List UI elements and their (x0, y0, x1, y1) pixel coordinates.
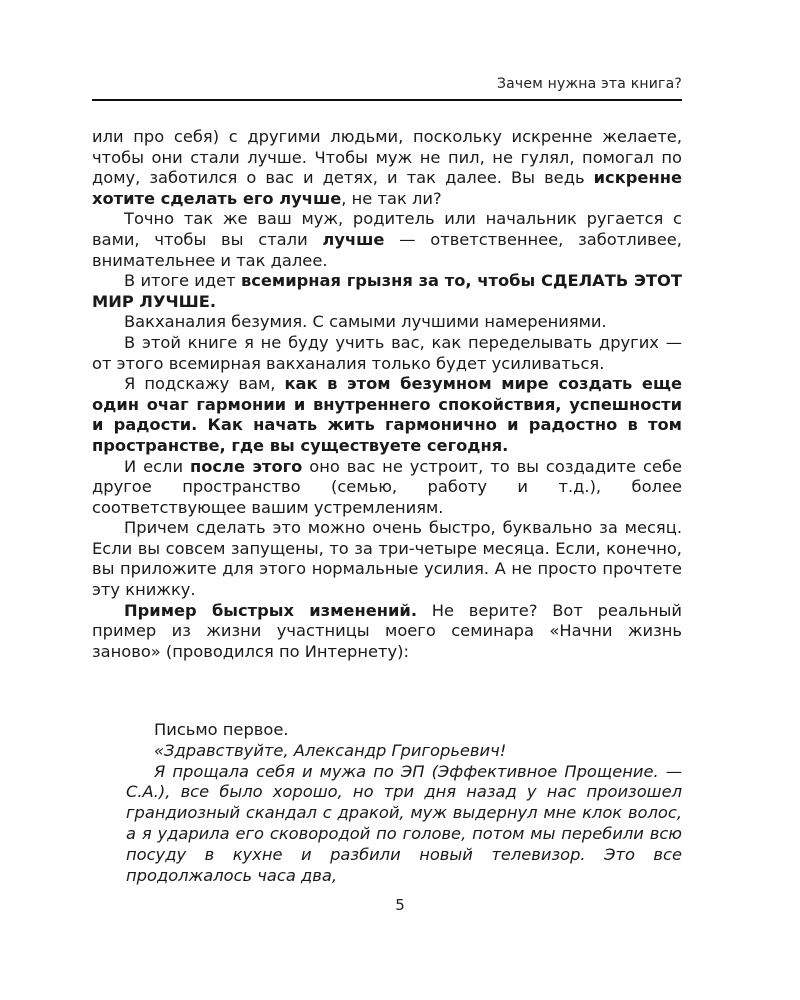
paragraph-1 (92, 127, 682, 209)
paragraph-3-emphasis: всемирная грызня за то, чтобы СДЕЛАТЬ ЭТОТ МИР ЛУЧШЕ. (92, 271, 682, 311)
paragraph-3 (92, 271, 682, 312)
paragraph-7-end: оно вас не устроит, то вы создадите себе другое пространство (семью, работу и т.д.), более соответствующее вашим устремлениям. (92, 456, 683, 517)
paragraph-7-text: И если (124, 456, 184, 476)
page-number: 5 (395, 896, 405, 914)
paragraph-6 (92, 374, 682, 456)
paragraph-8: Причем сделать это можно очень быстро, буквально за месяц. Если вы совсем запущены, то за три-четыре месяца. Если, конечно, вы приложите для этого нормальные усилия. А не просто прочтете эту книжку. (92, 518, 682, 600)
paragraph-1-end: , не так ли? (341, 188, 442, 208)
paragraph-2 (92, 209, 682, 271)
running-header: Зачем нужна эта книга? (496, 76, 682, 92)
letter-quote (126, 720, 682, 886)
letter-body: Я прощала себя и мужа по ЭП (Эффективное Прощение. — С.А.), все было хорошо, но три дня назад у нас произошел грандиозный скандал с дракой, муж выдернул мне клок волос, а я ударила его сковородой по голове, потом мы перебили всю посуду в кухне и разбили новый телевизор. Это все продолжалось часа два, (126, 761, 682, 885)
paragraph-1-text: или про себя) с другими людьми, поскольку искренне желаете, чтобы они стали лучше. Чтобы муж не пил, не гулял, помогал по дому, заботился о вас и детях, и так далее. Вы ведь (92, 127, 682, 188)
paragraph-7 (92, 457, 682, 519)
paragraph-3-text: В итоге идет (124, 271, 236, 291)
paragraph-2-end: — ответственнее, заботливее, внимательнее и так далее. (92, 229, 682, 270)
paragraph-4: Вакханалия безумия. С самыми лучшими намерениями. (124, 312, 607, 332)
paragraph-2-text: Точно так же ваш муж, родитель или начальник ругается с вами, чтобы вы стали (92, 209, 682, 249)
paragraph-1-emphasis: искренне хотите сделать его лучше (92, 168, 682, 208)
paragraph-6-text: Я подскажу вам, (124, 374, 276, 394)
letter-greeting: «Здравствуйте, Александр Григорьевич! (154, 740, 507, 760)
main-text (92, 127, 682, 662)
paragraph-5: В этой книге я не буду учить вас, как переделывать других — от этого всемирная вакханалия только будет усиливаться. (92, 332, 682, 373)
header-rule (92, 99, 682, 101)
paragraph-9 (92, 601, 682, 663)
paragraph-2-emphasis: лучше (322, 229, 385, 249)
paragraph-6-emphasis: как в этом безумном мире создать еще один очаг гармонии и внутреннего спокойствия, успешности и радости. Как начать жить гармонично и радостно в том пространстве, где вы существуете сегодня. (92, 374, 682, 455)
paragraph-7-emphasis: после этого (189, 456, 303, 476)
letter-heading: Письмо первое. (154, 720, 289, 739)
paragraph-9-text: Не верите? Вот реальный пример из жизни участницы моего семинара «Начни жизнь заново» (проводился по Интернету): (92, 600, 682, 661)
paragraph-9-emphasis: Пример быстрых изменений. (124, 600, 418, 620)
